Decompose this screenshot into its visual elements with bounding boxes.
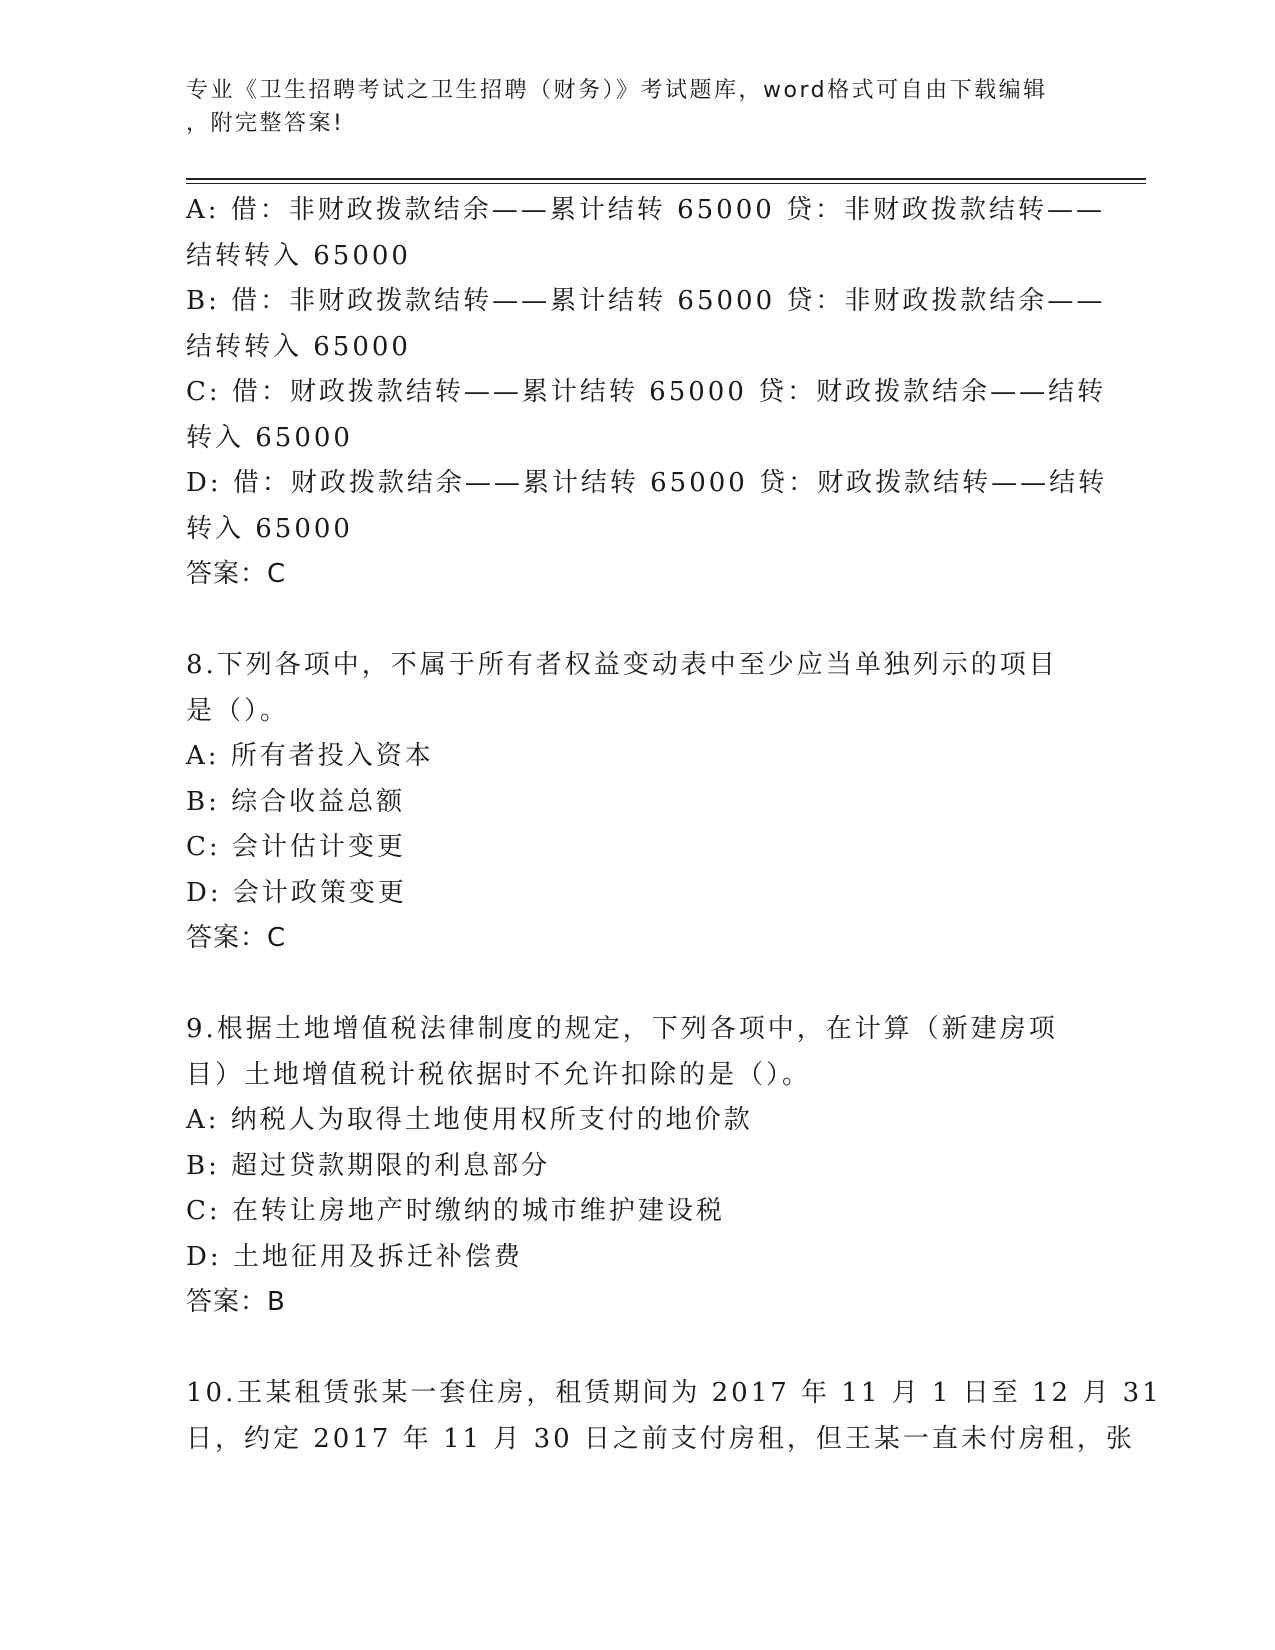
q7-answer: 答案：C <box>186 559 287 589</box>
q7-option-a-line-2: 结转转入 65000 <box>186 240 411 271</box>
q7-option-c-line-2: 转入 65000 <box>186 422 353 453</box>
q9-option-d: D: 土地征用及拆迁补偿费 <box>186 1241 523 1272</box>
q8-option-b: B: 综合收益总额 <box>186 786 406 817</box>
q8-option-a: A: 所有者投入资本 <box>186 741 434 771</box>
q8-answer: 答案：C <box>186 923 287 953</box>
q7-option-b-line-2: 结转转入 65000 <box>186 331 411 362</box>
q7-option-b-line-1: B: 借：非财政拨款结转——累计结转 65000 贷：非财政拨款结余—— <box>186 286 1106 316</box>
question-content <box>186 188 1162 1462</box>
question-8-block <box>186 643 1086 962</box>
q10-question-line-1: 10.王某租赁张某一套住房，租赁期间为 2017 年 11 月 1 日至 12 月 31 <box>186 1378 1162 1408</box>
q9-option-a: A: 纳税人为取得土地使用权所支付的地价款 <box>186 1105 753 1135</box>
header-divider-thin <box>186 183 1146 184</box>
header-divider-thick <box>186 178 1146 180</box>
q10-question-line-2: 日，约定 2017 年 11 月 30 日之前支付房租，但王某一直未付房租，张 <box>186 1423 1135 1454</box>
question-7-block <box>186 188 1108 598</box>
q8-question-line-2: 是（）。 <box>186 695 290 726</box>
question-10-block <box>186 1371 1162 1462</box>
q9-question-line-2: 目）土地增值税计税依据时不允许扣除的是（）。 <box>186 1059 812 1090</box>
q9-option-b: B: 超过贷款期限的利息部分 <box>186 1150 551 1181</box>
document-header <box>186 74 1066 140</box>
header-line-1: 专业《卫生招聘考试之卫生招聘（财务）》考试题库，word格式可自由下载编辑 <box>186 78 1048 103</box>
spacer <box>186 598 1086 644</box>
q8-option-d: D: 会计政策变更 <box>186 877 407 908</box>
q8-question-line-1: 8.下列各项中，不属于所有者权益变动表中至少应当单独列示的项目 <box>186 650 1058 680</box>
q8-option-c: C: 会计估计变更 <box>186 832 406 862</box>
question-9-block <box>186 1007 1086 1326</box>
spacer <box>186 1326 1086 1372</box>
q7-option-d-line-2: 转入 65000 <box>186 513 353 544</box>
q7-option-c-line-1: C: 借：财政拨款结转——累计结转 65000 贷：财政拨款结余——结转 <box>186 377 1107 407</box>
q9-question-line-1: 9.根据土地增值税法律制度的规定，下列各项中，在计算（新建房项 <box>186 1014 1058 1044</box>
spacer <box>186 962 1086 1008</box>
q7-option-d-line-1: D: 借：财政拨款结余——累计结转 65000 贷：财政拨款结转——结转 <box>186 468 1108 498</box>
q7-option-a-line-1: A: 借：非财政拨款结余——累计结转 65000 贷：非财政拨款结转—— <box>186 195 1106 225</box>
q9-option-c: C: 在转让房地产时缴纳的城市维护建设税 <box>186 1196 725 1226</box>
q9-answer: 答案：B <box>186 1287 286 1317</box>
header-line-2: ，附完整答案! <box>186 111 345 136</box>
